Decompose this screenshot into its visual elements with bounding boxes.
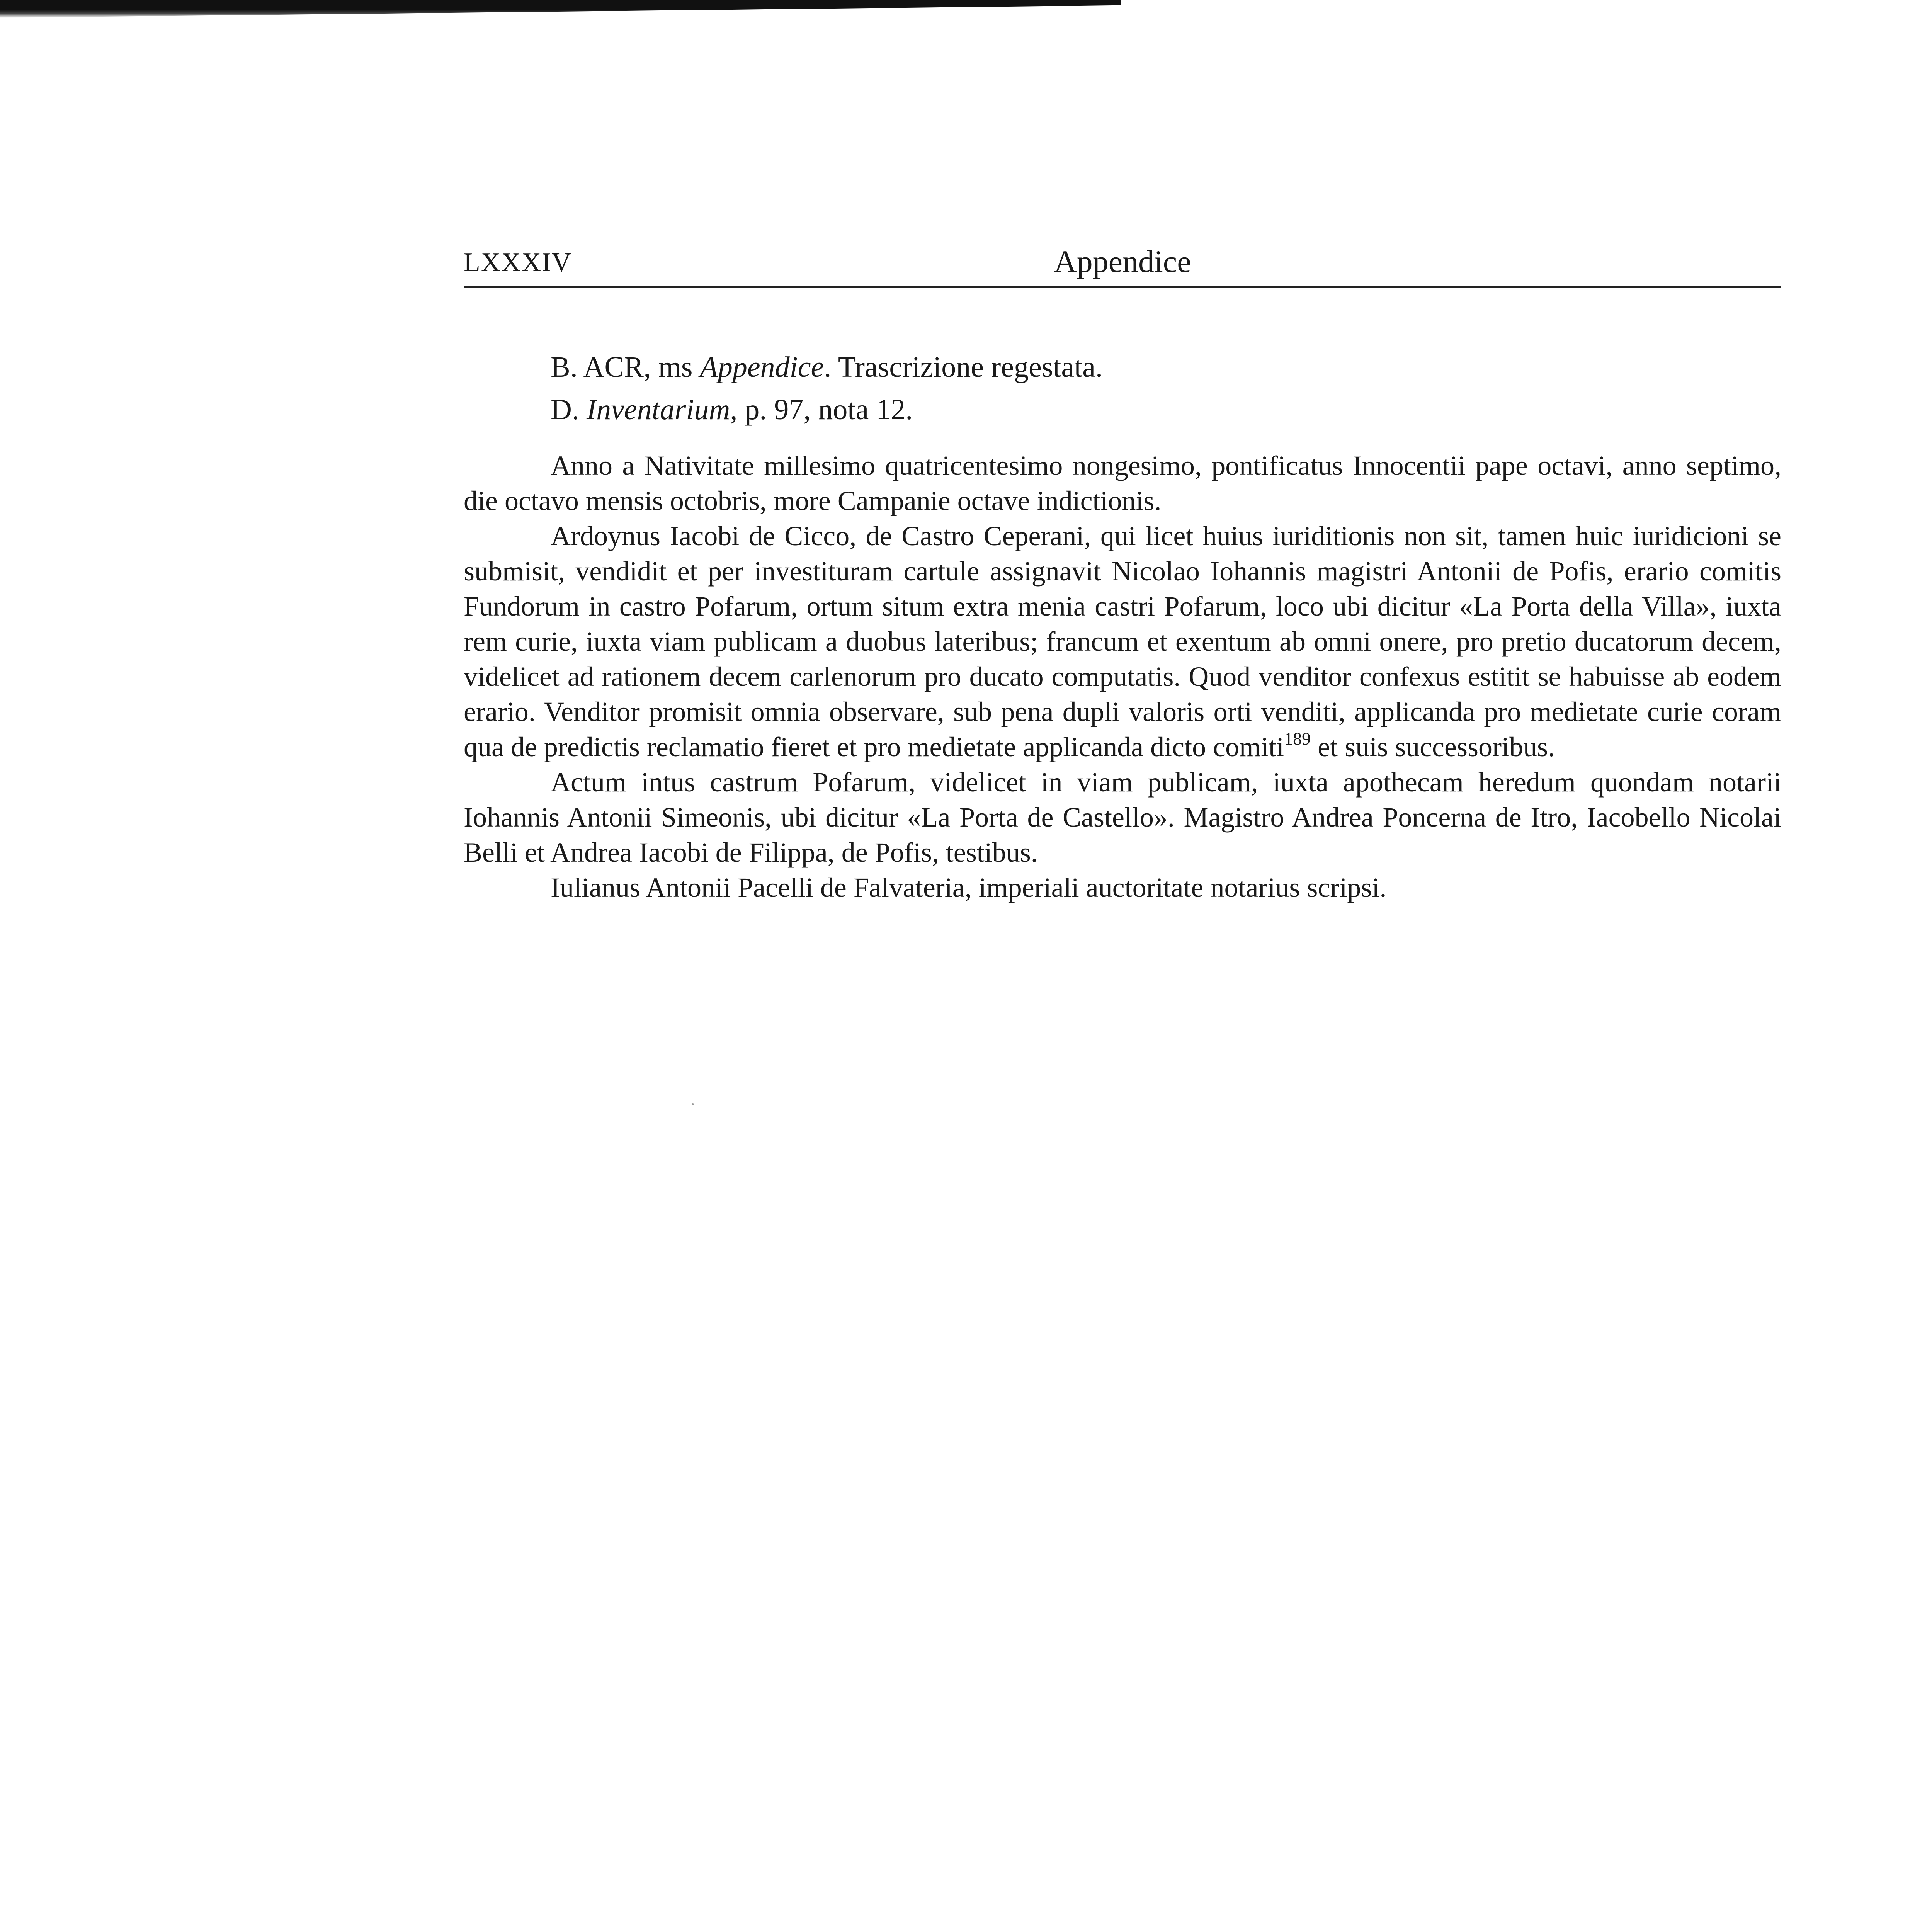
document-body (464, 448, 1781, 905)
scan-edge-artifact (0, 0, 1121, 18)
running-head (464, 240, 1781, 288)
footnote-reference[interactable]: 189 (1284, 729, 1311, 748)
paragraph-dating: Anno a Nativitate millesimo quatricentesimo nongesimo, pontificatus Innocentii pape octavi, anno septimo, die octavo mensis octobris, more Campanie octave indictionis. (464, 450, 1781, 516)
source-item: D. Inventarium, p. 97, nota 12. (551, 393, 913, 426)
source-item: B. ACR, ms Appendice. Trascrizione regestata. (551, 351, 1103, 383)
page-title: Appendice (1054, 244, 1191, 279)
paragraph-sale: Ardoynus Iacobi de Cicco, de Castro Ceperani, qui licet huius iuriditionis non sit, tamen huic iuridicioni se submisit, vendidit et per investituram cartule assignavit Nicolao Iohannis magistri Antonii de Pofis, erario comitis Fundorum in castro Pofarum, ortum situm extra menia castri Pofarum, loco ubi dicitur «La Porta della Villa», iuxta rem curie, iuxta viam publicam a duobus lateribus; francum et exentum ab omni onere, pro pretio ducatorum decem, videlicet ad rationem decem carlenorum pro ducato computatis. Quod venditor confexus estitit se habuisse ab eodem erario. Venditor promisit omnia observare, sub pena dupli valoris orti venditi, applicanda pro medietate curie coram qua de predictis reclamatio fieret et pro medietate applicanda dicto comiti$^{189}$ et suis successoribus. (464, 520, 1781, 762)
paragraph-actum: Actum intus castrum Pofarum, videlicet in viam publicam, iuxta apothecam heredum quondam notarii Iohannis Antonii Simeonis, ubi dicitur «La Porta de Castello». Magistro Andrea Poncerna de Itro, Iacobello Nicolai Belli et Andrea Iacobi de Filippa, de Pofis, testibus. (464, 767, 1781, 868)
page-folio: LXXXIV (464, 248, 572, 277)
scan-speck (692, 1103, 694, 1105)
paragraph-notary: Iulianus Antonii Pacelli de Falvateria, imperiali auctoritate notarius scripsi. (551, 872, 1387, 903)
source-list (551, 346, 1748, 431)
